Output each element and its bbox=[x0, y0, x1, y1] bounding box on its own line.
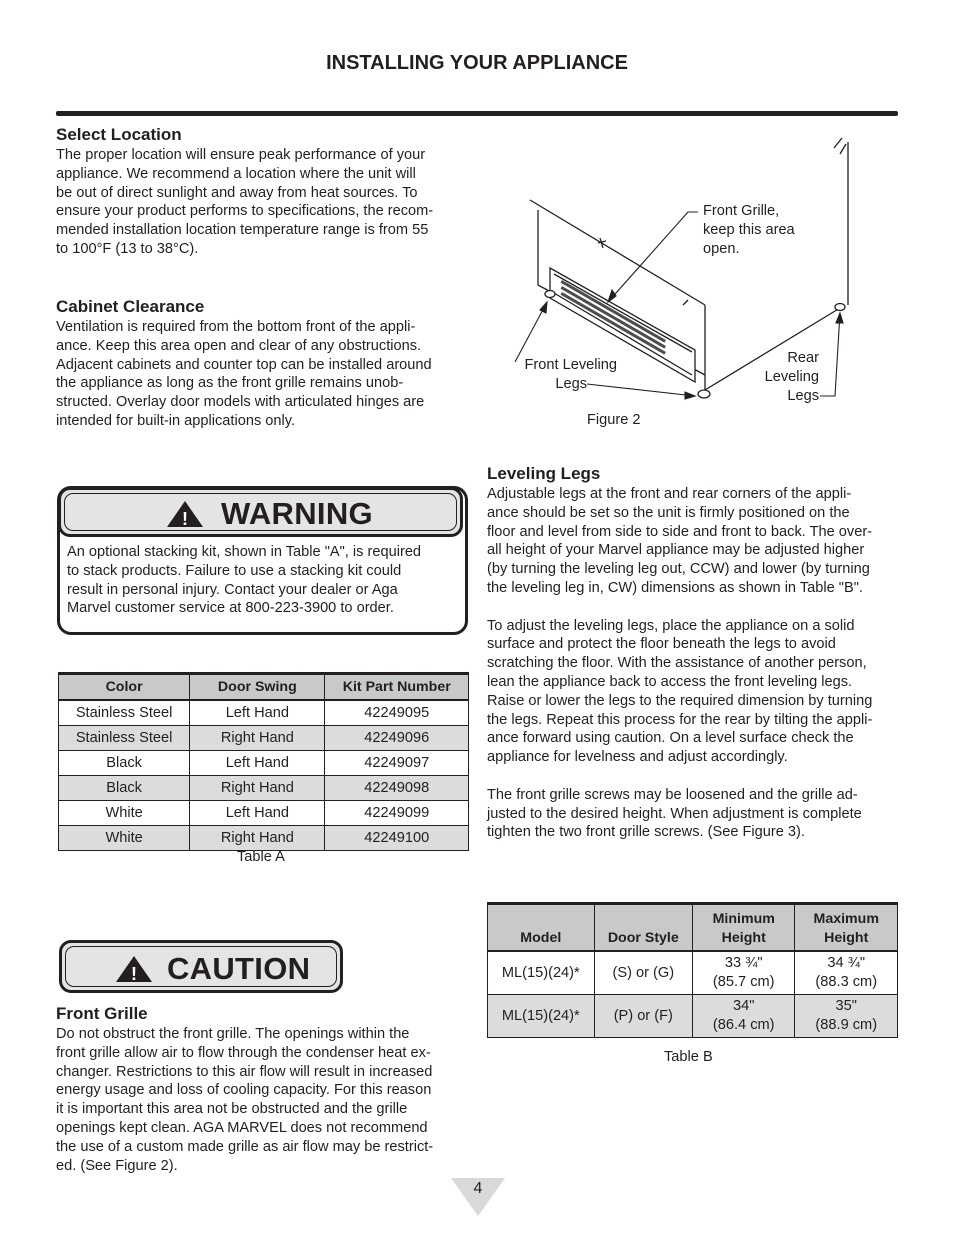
table-row bbox=[59, 776, 469, 801]
front-grille-section bbox=[56, 1004, 466, 1175]
text-line: changer. Restrictions to this air flow will result in increased bbox=[56, 1063, 433, 1080]
warning-triangle-icon bbox=[165, 499, 205, 529]
front-grille-text bbox=[56, 1025, 466, 1175]
table-cell: 42249100 bbox=[325, 826, 469, 851]
cell-line: 35" bbox=[835, 998, 857, 1014]
table-cell: Right Hand bbox=[190, 776, 325, 801]
text-line: justed to the desired height. When adjustment is complete bbox=[487, 805, 862, 822]
column-header: Color bbox=[59, 674, 190, 701]
cell-line: (88.3 cm) bbox=[815, 974, 878, 990]
figure-2-caption: Figure 2 bbox=[587, 412, 641, 428]
text-line: the leveling leg in, CW) dimensions as shown in Table "B". bbox=[487, 579, 863, 596]
figure-label-rear-legs bbox=[749, 349, 819, 406]
text-line: openings kept clean. AGA MARVEL does not recommend bbox=[56, 1119, 428, 1136]
table-cell bbox=[795, 995, 898, 1038]
table-cell bbox=[488, 995, 595, 1038]
text-line: Adjustable legs at the front and rear corners of the appli- bbox=[487, 486, 852, 502]
table-cell: Right Hand bbox=[190, 826, 325, 851]
text-line: result in personal injury. Contact your dealer or Aga bbox=[67, 581, 398, 598]
cell-line: (86.4 cm) bbox=[712, 1017, 775, 1033]
text-line: the appliance as long as the front grille remains unob- bbox=[56, 375, 404, 392]
text-line: Do not obstruct the front grille. The openings within the bbox=[56, 1026, 410, 1042]
text-line: The proper location will ensure peak performance of your bbox=[56, 147, 426, 163]
table-cell bbox=[692, 951, 795, 995]
cabinet-clearance-heading: Cabinet Clearance bbox=[56, 297, 205, 316]
text-line: ance. Keep this area open and clear of any obstructions. bbox=[56, 337, 422, 354]
table-cell: Black bbox=[59, 776, 190, 801]
cell-line: ML(15)(24)* bbox=[501, 1007, 580, 1024]
table-row bbox=[59, 726, 469, 751]
warning-label: WARNING bbox=[221, 496, 373, 531]
text-line: mended installation location temperature range is from 55 bbox=[56, 222, 429, 239]
table-cell bbox=[488, 951, 595, 995]
front-grille-heading: Front Grille bbox=[56, 1004, 148, 1023]
header-line: Maximum bbox=[813, 911, 879, 927]
select-location-heading: Select Location bbox=[56, 125, 182, 144]
text-line: be out of direct sunlight and away from heat sources. To bbox=[56, 184, 418, 201]
cabinet-clearance-section bbox=[56, 297, 466, 431]
text-line: An optional stacking kit, shown in Table "A", is required bbox=[67, 544, 422, 560]
table-row bbox=[59, 801, 469, 826]
column-header bbox=[488, 904, 595, 952]
table-cell: Left Hand bbox=[190, 751, 325, 776]
cell-line: ML(15)(24)* bbox=[501, 964, 580, 981]
text-line: To adjust the leveling legs, place the appliance on a solid bbox=[487, 617, 855, 634]
text-line: the legs. Repeat this process for the rear by tilting the appli- bbox=[487, 711, 873, 728]
leveling-legs-text bbox=[487, 485, 902, 842]
svg-text:!: ! bbox=[131, 964, 137, 984]
header-line: Height bbox=[824, 930, 869, 946]
table-cell: Black bbox=[59, 751, 190, 776]
table-cell bbox=[795, 951, 898, 995]
text-line: intended for built-in applications only. bbox=[56, 412, 296, 429]
table-cell: White bbox=[59, 801, 190, 826]
table-row bbox=[488, 995, 898, 1038]
text-line: lean the appliance back to access the front leveling legs. bbox=[487, 673, 853, 690]
page-number: 4 bbox=[473, 1180, 483, 1197]
text-line: all height of your Marvel appliance may be adjusted higher bbox=[487, 542, 865, 559]
column-header bbox=[795, 904, 898, 952]
cell-line: 34" bbox=[733, 998, 755, 1014]
text-line: energy usage and loss of cooling capacity. For this reason bbox=[56, 1082, 432, 1099]
table-row bbox=[59, 700, 469, 726]
page-title: INSTALLING YOUR APPLIANCE bbox=[326, 52, 628, 74]
text-line: Marvel customer service at 800-223-3900 to order. bbox=[67, 600, 394, 617]
table-cell bbox=[692, 995, 795, 1038]
table-cell: Stainless Steel bbox=[59, 726, 190, 751]
text-line: front grille allow air to flow through the condenser heat ex- bbox=[56, 1044, 431, 1061]
cell-line: 33 ¾" bbox=[724, 955, 763, 971]
warning-text bbox=[67, 543, 453, 618]
text-line: structed. Overlay door models with articulated hinges are bbox=[56, 394, 425, 411]
figure-label-front-legs bbox=[518, 356, 617, 394]
label-line: Leveling bbox=[764, 369, 819, 385]
table-row bbox=[59, 751, 469, 776]
header-line: Model bbox=[520, 930, 562, 946]
table-header-row bbox=[488, 904, 898, 952]
text-line: Ventilation is required from the bottom front of the appli- bbox=[56, 319, 416, 335]
text-line: ed. (See Figure 2). bbox=[56, 1157, 178, 1174]
text-line: tighten the two front grille screws. (See Figure 3). bbox=[487, 824, 805, 841]
table-cell: 42249096 bbox=[325, 726, 469, 751]
table-a-caption: Table A bbox=[237, 849, 285, 865]
table-cell bbox=[594, 951, 692, 995]
table-cell: 42249098 bbox=[325, 776, 469, 801]
text-line: ance should be set so the unit is firmly positioned on the bbox=[487, 504, 850, 521]
text-line: the use of a custom made grille as air flow may be restrict- bbox=[56, 1138, 434, 1155]
label-line: Front Leveling bbox=[524, 357, 617, 373]
header-rule bbox=[56, 111, 898, 116]
label-line: Legs bbox=[555, 376, 587, 392]
front-left-leg bbox=[545, 291, 555, 298]
cell-line: (S) or (G) bbox=[612, 964, 675, 981]
cell-line: (P) or (F) bbox=[613, 1007, 673, 1024]
label-line: Legs bbox=[787, 388, 819, 404]
label-line: Front Grille, bbox=[703, 203, 780, 219]
text-line: it is important this area not be obstructed and the grille bbox=[56, 1101, 408, 1118]
text-line: appliance. We recommend a location where the unit will bbox=[56, 165, 416, 182]
paragraph-gap bbox=[487, 598, 902, 617]
cell-line: (88.9 cm) bbox=[815, 1017, 878, 1033]
text-line: to stack products. Failure to use a stacking kit could bbox=[67, 562, 402, 579]
column-header: Door Swing bbox=[190, 674, 325, 701]
select-location-text bbox=[56, 146, 466, 259]
caution-triangle-icon bbox=[114, 954, 154, 984]
table-cell: 42249097 bbox=[325, 751, 469, 776]
leveling-legs-section bbox=[487, 464, 902, 842]
table-header-row bbox=[59, 674, 469, 701]
column-header: Kit Part Number bbox=[325, 674, 469, 701]
text-line: (by turning the leveling leg out, CCW) and lower (by turning bbox=[487, 561, 870, 578]
warning-banner bbox=[58, 487, 463, 537]
cell-line: 34 ¾" bbox=[827, 955, 866, 971]
text-line: ance forward using caution. On a level surface check the bbox=[487, 730, 854, 747]
front-right-leg bbox=[698, 390, 710, 398]
leveling-legs-heading: Leveling Legs bbox=[487, 464, 601, 483]
caution-banner bbox=[59, 940, 343, 993]
text-line: scratching the floor. With the assistance of another person, bbox=[487, 655, 867, 672]
table-cell: 42249099 bbox=[325, 801, 469, 826]
text-line: ensure your product performs to specifications, the recom- bbox=[56, 203, 434, 220]
table-b bbox=[487, 902, 898, 1038]
table-a bbox=[58, 672, 469, 851]
header-line: Height bbox=[721, 930, 766, 946]
paragraph-gap bbox=[487, 767, 902, 786]
select-location-section bbox=[56, 125, 466, 259]
text-line: floor and level from side to side and front to back. The over- bbox=[487, 523, 873, 540]
label-line: open. bbox=[703, 241, 740, 257]
column-header bbox=[692, 904, 795, 952]
table-cell: Right Hand bbox=[190, 726, 325, 751]
table-cell: Left Hand bbox=[190, 801, 325, 826]
rear-leg bbox=[835, 304, 845, 311]
table-cell: Left Hand bbox=[190, 700, 325, 726]
text-line: appliance for levelness and adjust accordingly. bbox=[487, 749, 788, 766]
table-cell: Stainless Steel bbox=[59, 700, 190, 726]
cell-line: (85.7 cm) bbox=[712, 974, 775, 990]
table-cell bbox=[594, 995, 692, 1038]
svg-text:!: ! bbox=[182, 509, 188, 529]
text-line: Raise or lower the legs to the required dimension by turning bbox=[487, 692, 873, 709]
text-line: The front grille screws may be loosened and the grille ad- bbox=[487, 786, 858, 803]
header-line: Minimum bbox=[712, 911, 775, 927]
figure-label-front-grille bbox=[703, 202, 795, 259]
table-b-caption: Table B bbox=[664, 1049, 713, 1065]
column-header bbox=[594, 904, 692, 952]
label-line: keep this area bbox=[703, 222, 795, 238]
text-line: Adjacent cabinets and counter top can be installed around bbox=[56, 356, 432, 373]
table-row bbox=[59, 826, 469, 851]
header-line: Door Style bbox=[607, 930, 679, 946]
cabinet-clearance-text bbox=[56, 318, 466, 431]
caution-label: CAUTION bbox=[167, 951, 311, 986]
table-row bbox=[488, 951, 898, 995]
table-cell: White bbox=[59, 826, 190, 851]
text-line: surface and protect the floor beneath the legs to avoid bbox=[487, 636, 836, 653]
table-cell: 42249095 bbox=[325, 700, 469, 726]
label-line: Rear bbox=[787, 350, 819, 366]
text-line: to 100°F (13 to 38°C). bbox=[56, 240, 199, 257]
